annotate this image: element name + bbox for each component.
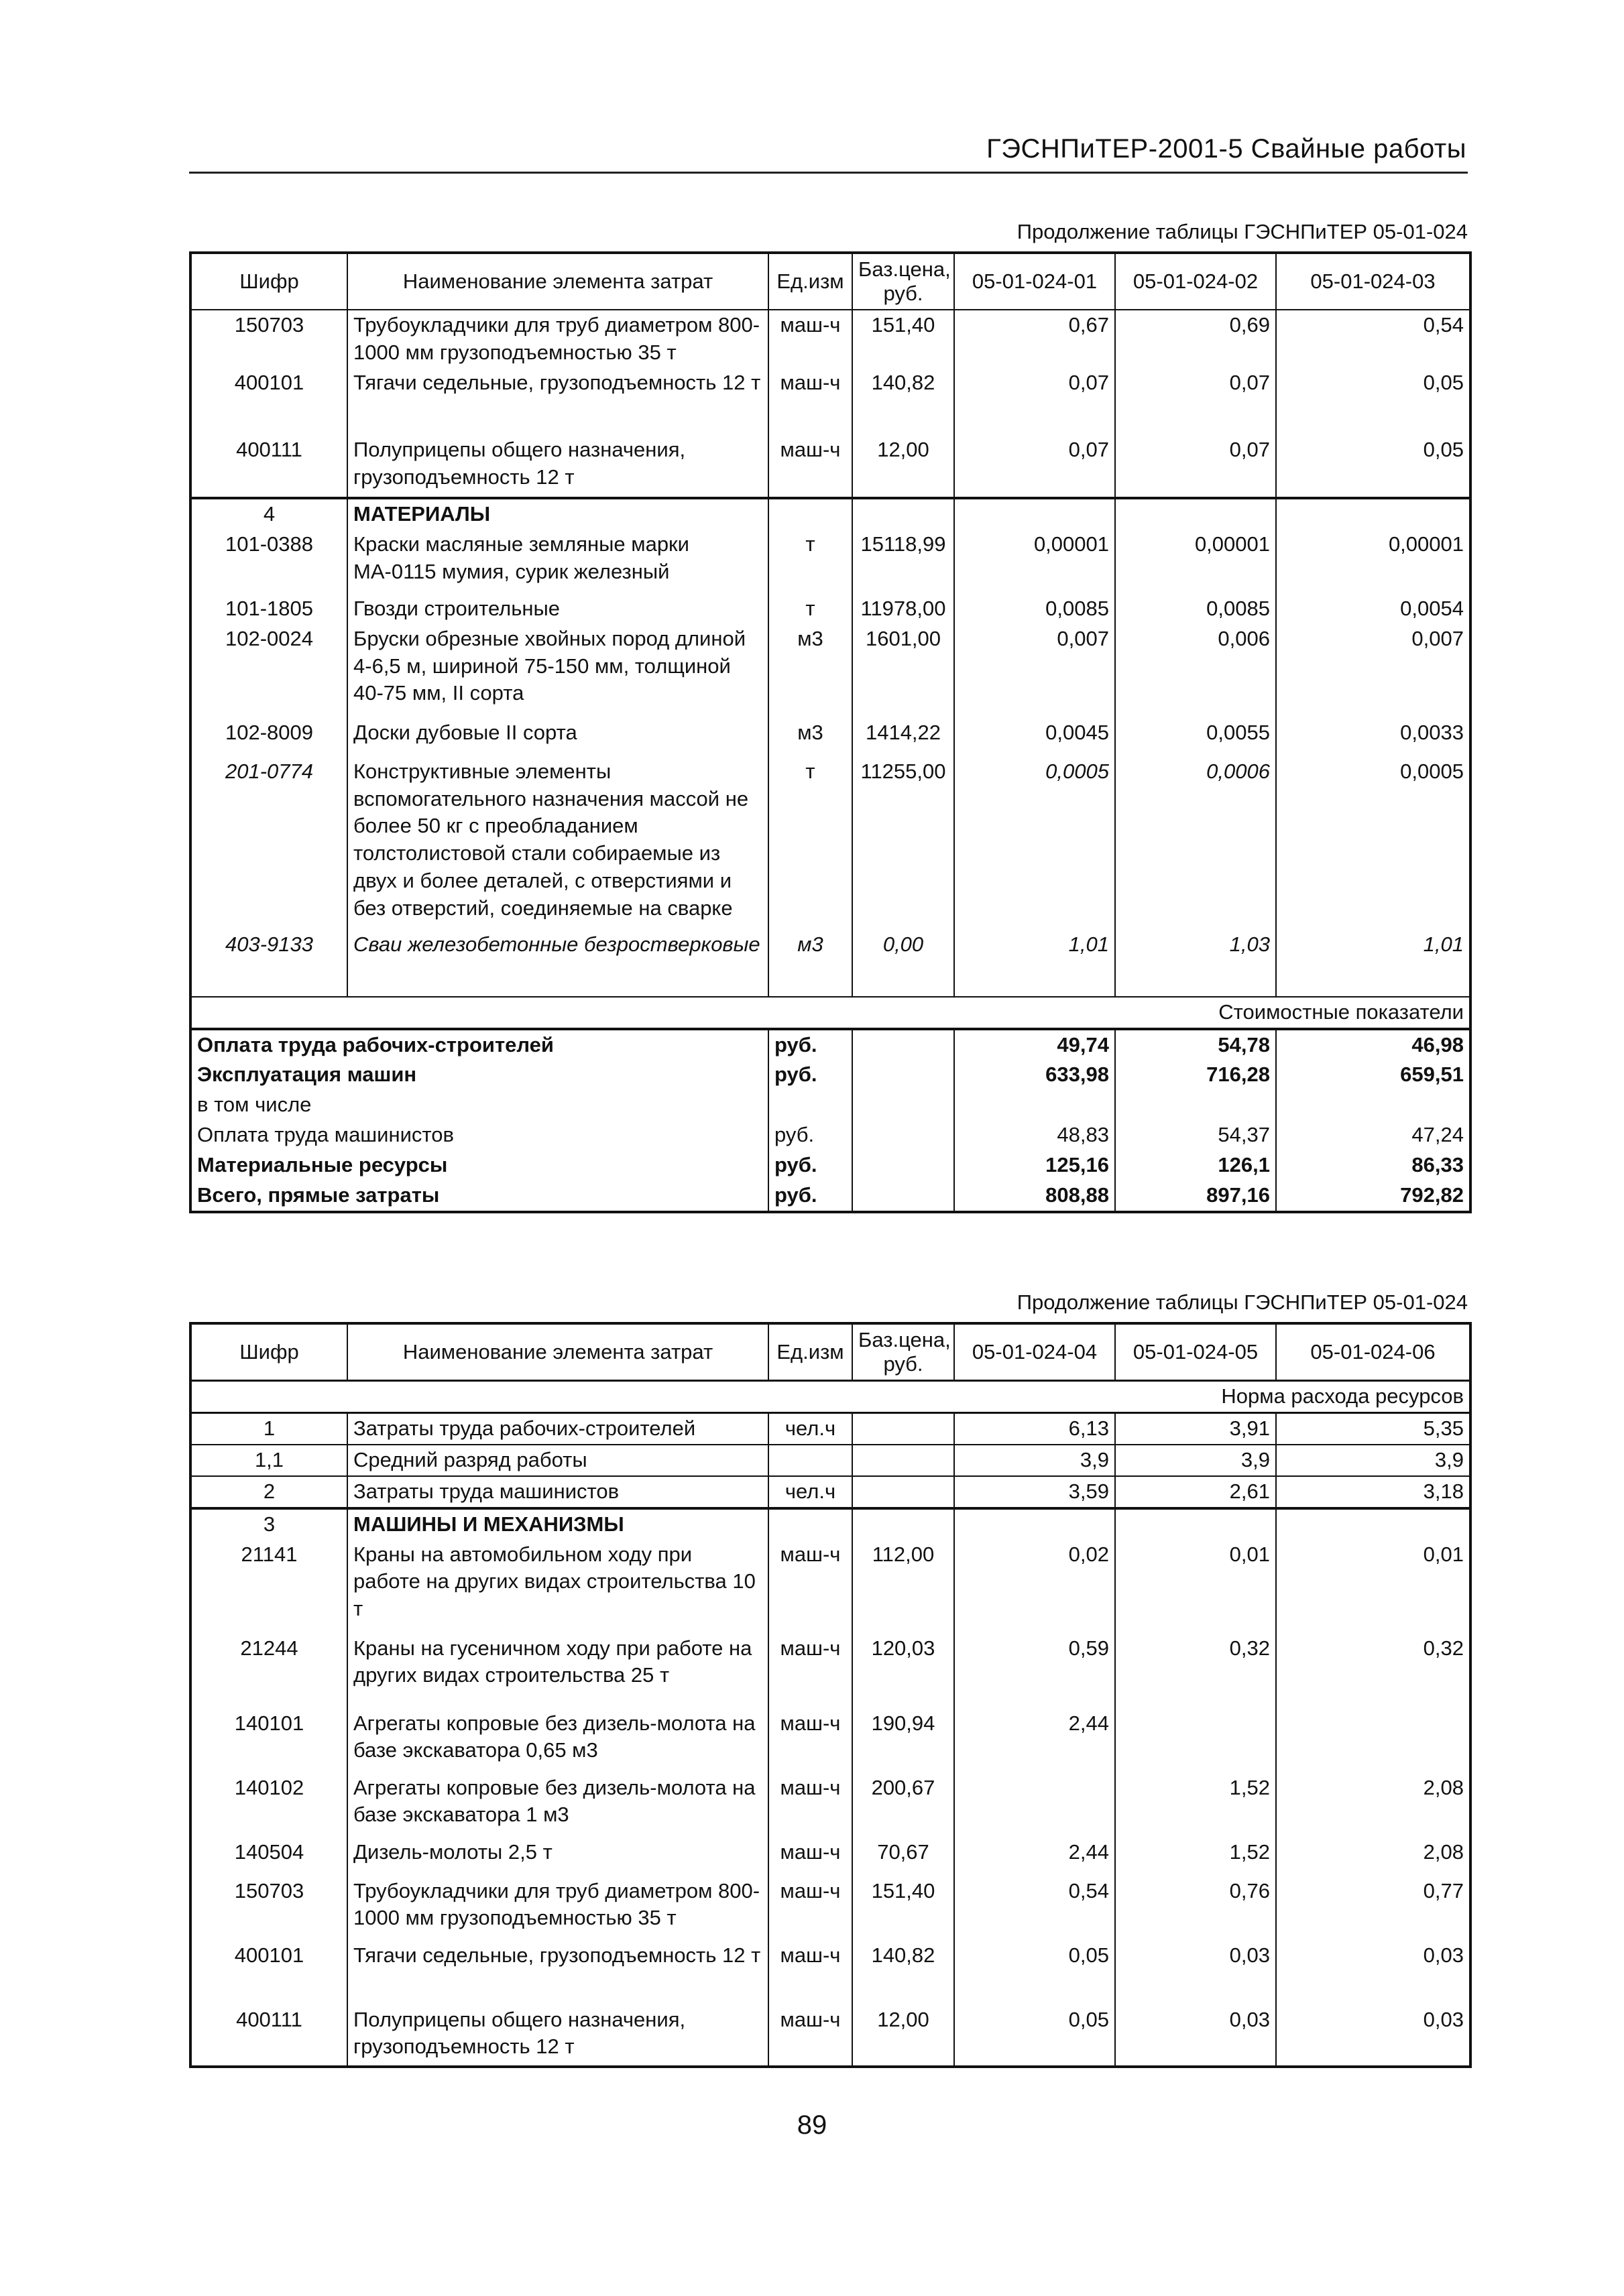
cell-unit: м3: [768, 930, 852, 997]
cell-v2: 0,03: [1115, 2005, 1276, 2067]
table2: [189, 1322, 1472, 2068]
cell-v3: 0,0033: [1276, 718, 1470, 757]
cell-unit: маш-ч: [768, 1941, 852, 2005]
cell-v2: 0,0006: [1115, 757, 1276, 930]
cost-unit: руб.: [768, 1181, 852, 1212]
cell-unit: маш-ч: [768, 435, 852, 498]
cell-code: 101-1805: [190, 594, 347, 624]
cell-code: 140504: [190, 1837, 347, 1876]
cell-price: 112,00: [852, 1540, 954, 1634]
cost-v3: 47,24: [1276, 1120, 1470, 1150]
cell-v2: 0,07: [1115, 368, 1276, 435]
cost-v2: 126,1: [1115, 1150, 1276, 1181]
cell-price: 11255,00: [852, 757, 954, 930]
cell-code: 21141: [190, 1540, 347, 1634]
cell-unit: маш-ч: [768, 1634, 852, 1709]
table2-header-row: [190, 1323, 1470, 1381]
cell-name: Конструктивные элементы вспомогательного назначения массой не более 50 кг с преобладанием толстолистовой стали собираемые из двух и более деталей, с отверстиями и без отверстий, соединяемые на сварке: [347, 757, 768, 930]
cell-v3: 0,0054: [1276, 594, 1470, 624]
running-header: ГЭСНПиТЕР-2001-5 Свайные работы: [986, 134, 1466, 164]
cell-name: Сваи железобетонные безростверковые: [347, 930, 768, 997]
cell-price: 12,00: [852, 435, 954, 498]
cell-price: 151,40: [852, 1876, 954, 1941]
header-rule: [189, 172, 1468, 174]
cell-name: Полуприцепы общего назначения, грузоподъемность 12 т: [347, 2005, 768, 2067]
table-row: [190, 368, 1470, 435]
cost-unit: руб.: [768, 1060, 852, 1090]
cell-price: 190,94: [852, 1709, 954, 1773]
cell-v1: 0,07: [954, 368, 1115, 435]
cell-code: 2: [190, 1476, 347, 1508]
cell-v3: 0,00001: [1276, 530, 1470, 594]
cell-unit: м3: [768, 718, 852, 757]
col-header-v3: 05-01-024-03: [1276, 253, 1470, 310]
cost-v3: 659,51: [1276, 1060, 1470, 1090]
cell-unit: маш-ч: [768, 2005, 852, 2067]
cost-row: [190, 1060, 1470, 1090]
cost-label: Эксплуатация машин: [190, 1060, 768, 1090]
cell-code: 201-0774: [190, 757, 347, 930]
cell-v2: 0,01: [1115, 1540, 1276, 1634]
cell-name: Агрегаты копровые без дизель-молота на базе экскаватора 1 м3: [347, 1773, 768, 1837]
cell-unit: чел.ч: [768, 1412, 852, 1444]
cell-unit: маш-ч: [768, 368, 852, 435]
cell-unit: т: [768, 594, 852, 624]
table-row: [190, 624, 1470, 718]
cost-unit: руб.: [768, 1120, 852, 1150]
cell-code: 400101: [190, 1941, 347, 2005]
cell-v1: 0,02: [954, 1540, 1115, 1634]
table-row: [190, 594, 1470, 624]
cell-v2: 0,0055: [1115, 718, 1276, 757]
cell-v1: 0,07: [954, 435, 1115, 498]
section-code: 3: [190, 1508, 347, 1540]
table-row: [190, 1540, 1470, 1634]
cost-label: Оплата труда рабочих-строителей: [190, 1029, 768, 1061]
col-header-name: Наименование элемента затрат: [347, 1323, 768, 1381]
cost-v2: 897,16: [1115, 1181, 1276, 1212]
cell-code: 102-8009: [190, 718, 347, 757]
cost-v3: 792,82: [1276, 1181, 1470, 1212]
cell-v2: 0,0085: [1115, 594, 1276, 624]
cell-v3: 3,18: [1276, 1476, 1470, 1508]
cell-code: 1,1: [190, 1445, 347, 1476]
cell-v2: 0,76: [1115, 1876, 1276, 1941]
cell-v3: 0,05: [1276, 435, 1470, 498]
cell-unit: т: [768, 757, 852, 930]
cell-price: 70,67: [852, 1837, 954, 1876]
col-header-name: Наименование элемента затрат: [347, 253, 768, 310]
section-row: [190, 498, 1470, 530]
cell-unit: [768, 1445, 852, 1476]
cell-name: Доски дубовые II сорта: [347, 718, 768, 757]
table-row: [190, 2005, 1470, 2067]
table-row: [190, 435, 1470, 498]
cost-v2: 54,78: [1115, 1029, 1276, 1061]
cell-v3: 0,54: [1276, 310, 1470, 368]
cell-v2: 1,52: [1115, 1773, 1276, 1837]
cell-name: Бруски обрезные хвойных пород длиной 4-6,5 м, шириной 75-150 мм, толщиной 40-75 мм, II сорта: [347, 624, 768, 718]
cell-v1: 0,0045: [954, 718, 1115, 757]
cell-v3: 2,08: [1276, 1837, 1470, 1876]
cell-v1: 0,007: [954, 624, 1115, 718]
cell-name: Гвозди строительные: [347, 594, 768, 624]
cost-v2: 716,28: [1115, 1060, 1276, 1090]
cell-code: 400111: [190, 2005, 347, 2067]
cell-v3: 0,007: [1276, 624, 1470, 718]
table-row: [190, 1634, 1470, 1709]
cell-v1: 0,54: [954, 1876, 1115, 1941]
cell-code: 400111: [190, 435, 347, 498]
cell-v2: 0,03: [1115, 1941, 1276, 2005]
cell-unit: м3: [768, 624, 852, 718]
cell-price: 120,03: [852, 1634, 954, 1709]
table2-caption: Продолжение таблицы ГЭСНПиТЕР 05-01-024: [1017, 1290, 1468, 1314]
norm-header: Норма расхода ресурсов: [190, 1381, 1470, 1413]
col-header-price: Баз.цена, руб.: [852, 253, 954, 310]
cell-unit: чел.ч: [768, 1476, 852, 1508]
cell-v1: 0,05: [954, 1941, 1115, 2005]
col-header-unit: Ед.изм: [768, 1323, 852, 1381]
section-code: 4: [190, 498, 347, 530]
cell-v3: 5,35: [1276, 1412, 1470, 1444]
table-row: [190, 1837, 1470, 1876]
cost-v1: 48,83: [954, 1120, 1115, 1150]
cell-code: 1: [190, 1412, 347, 1444]
cell-name: Краны на гусеничном ходу при работе на других видах строительства 25 т: [347, 1634, 768, 1709]
cell-price: 200,67: [852, 1773, 954, 1837]
cost-v3: 86,33: [1276, 1150, 1470, 1181]
cell-name: Краны на автомобильном ходу при работе на других видах строительства 10 т: [347, 1540, 768, 1634]
cell-price: 0,00: [852, 930, 954, 997]
cell-v1: 2,44: [954, 1709, 1115, 1773]
table1-header-row: [190, 253, 1470, 310]
cell-v2: 0,32: [1115, 1634, 1276, 1709]
cell-v2: 3,9: [1115, 1445, 1276, 1476]
cell-v3: 1,01: [1276, 930, 1470, 997]
cost-header: Стоимостные показатели: [190, 997, 1470, 1029]
cell-price: 140,82: [852, 1941, 954, 2005]
cell-price: 140,82: [852, 368, 954, 435]
cell-v1: 2,44: [954, 1837, 1115, 1876]
table-row: [190, 530, 1470, 594]
cell-v1: 3,9: [954, 1445, 1115, 1476]
cell-code: 21244: [190, 1634, 347, 1709]
cell-unit: маш-ч: [768, 1837, 852, 1876]
cell-v3: 2,08: [1276, 1773, 1470, 1837]
cell-price: 12,00: [852, 2005, 954, 2067]
cost-label: Материальные ресурсы: [190, 1150, 768, 1181]
cell-v3: [1276, 1709, 1470, 1773]
cost-v1: 49,74: [954, 1029, 1115, 1061]
section-title: МАШИНЫ И МЕХАНИЗМЫ: [347, 1508, 768, 1540]
cost-v1: 808,88: [954, 1181, 1115, 1212]
cell-v1: [954, 1773, 1115, 1837]
table-row: [190, 310, 1470, 368]
col-header-v2: 05-01-024-05: [1115, 1323, 1276, 1381]
cell-name: Средний разряд работы: [347, 1445, 768, 1476]
cell-price: 151,40: [852, 310, 954, 368]
table-row: [190, 1941, 1470, 2005]
cell-price: 1601,00: [852, 624, 954, 718]
cell-v3: 0,77: [1276, 1876, 1470, 1941]
cell-v2: 1,03: [1115, 930, 1276, 997]
cell-v1: 0,0005: [954, 757, 1115, 930]
cost-label: Оплата труда машинистов: [190, 1120, 768, 1150]
cell-unit: маш-ч: [768, 1540, 852, 1634]
cost-header-row: [190, 997, 1470, 1029]
cell-name: Краски масляные земляные марки МА-0115 мумия, сурик железный: [347, 530, 768, 594]
cell-name: Трубоукладчики для труб диаметром 800-1000 мм грузоподъемностью 35 т: [347, 310, 768, 368]
cell-v1: 3,59: [954, 1476, 1115, 1508]
cost-label: Всего, прямые затраты: [190, 1181, 768, 1212]
cell-name: Затраты труда машинистов: [347, 1476, 768, 1508]
norm-header-row: [190, 1381, 1470, 1413]
cell-code: 150703: [190, 310, 347, 368]
col-header-code: Шифр: [190, 1323, 347, 1381]
table-row: [190, 1412, 1470, 1444]
cost-v1: 633,98: [954, 1060, 1115, 1090]
cost-unit: руб.: [768, 1150, 852, 1181]
cell-v1: 0,05: [954, 2005, 1115, 2067]
cell-v1: 0,67: [954, 310, 1115, 368]
table1-caption: Продолжение таблицы ГЭСНПиТЕР 05-01-024: [1017, 220, 1468, 243]
cell-v3: 0,32: [1276, 1634, 1470, 1709]
cell-v3: 0,03: [1276, 2005, 1470, 2067]
cell-unit: маш-ч: [768, 1773, 852, 1837]
col-header-v1: 05-01-024-01: [954, 253, 1115, 310]
cell-price: 11978,00: [852, 594, 954, 624]
cell-v2: 2,61: [1115, 1476, 1276, 1508]
cell-name: Тягачи седельные, грузоподъемность 12 т: [347, 1941, 768, 2005]
cell-v1: 0,00001: [954, 530, 1115, 594]
cell-price: [852, 1476, 954, 1508]
cell-v1: 1,01: [954, 930, 1115, 997]
section-title: МАТЕРИАЛЫ: [347, 498, 768, 530]
cell-price: 15118,99: [852, 530, 954, 594]
col-header-code: Шифр: [190, 253, 347, 310]
cost-label: в том числе: [190, 1090, 768, 1120]
cell-name: Затраты труда рабочих-строителей: [347, 1412, 768, 1444]
cell-v2: 0,07: [1115, 435, 1276, 498]
cost-row: [190, 1150, 1470, 1181]
cell-v1: 0,0085: [954, 594, 1115, 624]
cost-row: [190, 1120, 1470, 1150]
cell-name: Трубоукладчики для труб диаметром 800-1000 мм грузоподъемностью 35 т: [347, 1876, 768, 1941]
table-row: [190, 1445, 1470, 1476]
cell-code: 140102: [190, 1773, 347, 1837]
col-header-price: Баз.цена, руб.: [852, 1323, 954, 1381]
table-row: [190, 1709, 1470, 1773]
cell-name: Агрегаты копровые без дизель-молота на базе экскаватора 0,65 м3: [347, 1709, 768, 1773]
cost-row: [190, 1181, 1470, 1212]
cell-code: 101-0388: [190, 530, 347, 594]
table-row: [190, 1876, 1470, 1941]
cell-unit: маш-ч: [768, 1876, 852, 1941]
col-header-v1: 05-01-024-04: [954, 1323, 1115, 1381]
cell-code: 102-0024: [190, 624, 347, 718]
cost-v3: 46,98: [1276, 1029, 1470, 1061]
cell-v2: 1,52: [1115, 1837, 1276, 1876]
cell-v2: 0,00001: [1115, 530, 1276, 594]
table-row: [190, 757, 1470, 930]
cell-v3: 0,03: [1276, 1941, 1470, 2005]
cell-v3: 3,9: [1276, 1445, 1470, 1476]
cell-code: 150703: [190, 1876, 347, 1941]
cost-row: [190, 1029, 1470, 1061]
col-header-unit: Ед.изм: [768, 253, 852, 310]
table-row: [190, 1476, 1470, 1508]
cost-v1: 125,16: [954, 1150, 1115, 1181]
cell-price: [852, 1445, 954, 1476]
cell-v2: 3,91: [1115, 1412, 1276, 1444]
cell-unit: маш-ч: [768, 310, 852, 368]
table-row: [190, 930, 1470, 997]
cell-v1: 0,59: [954, 1634, 1115, 1709]
page-number: 89: [797, 2110, 827, 2140]
cost-v2: 54,37: [1115, 1120, 1276, 1150]
col-header-v3: 05-01-024-06: [1276, 1323, 1470, 1381]
cost-row: [190, 1090, 1470, 1120]
cell-code: 403-9133: [190, 930, 347, 997]
cell-code: 400101: [190, 368, 347, 435]
cell-name: Тягачи седельные, грузоподъемность 12 т: [347, 368, 768, 435]
col-header-v2: 05-01-024-02: [1115, 253, 1276, 310]
cell-price: 1414,22: [852, 718, 954, 757]
cell-unit: маш-ч: [768, 1709, 852, 1773]
cell-v2: [1115, 1709, 1276, 1773]
cell-v1: 6,13: [954, 1412, 1115, 1444]
section-row: [190, 1508, 1470, 1540]
cell-price: [852, 1412, 954, 1444]
cell-name: Дизель-молоты 2,5 т: [347, 1837, 768, 1876]
cell-v3: 0,0005: [1276, 757, 1470, 930]
table-row: [190, 718, 1470, 757]
cell-unit: т: [768, 530, 852, 594]
cell-v3: 0,01: [1276, 1540, 1470, 1634]
cell-v2: 0,69: [1115, 310, 1276, 368]
cost-unit: руб.: [768, 1029, 852, 1061]
table1: [189, 251, 1472, 1213]
cell-v3: 0,05: [1276, 368, 1470, 435]
cell-v2: 0,006: [1115, 624, 1276, 718]
cell-name: Полуприцепы общего назначения, грузоподъемность 12 т: [347, 435, 768, 498]
table-row: [190, 1773, 1470, 1837]
cell-code: 140101: [190, 1709, 347, 1773]
